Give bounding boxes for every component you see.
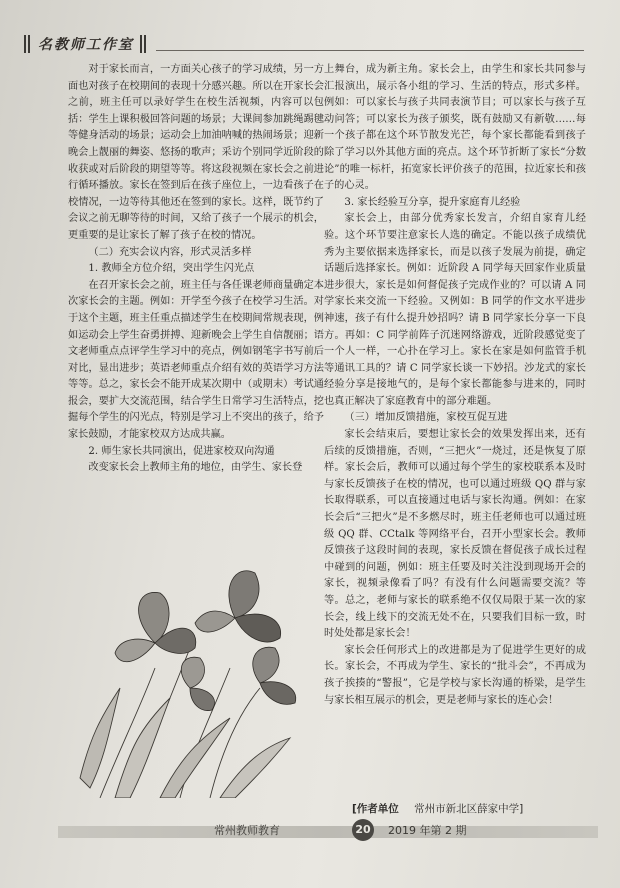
column-title: 名教师工作室 (38, 37, 134, 53)
paragraph: 对于家长而言，一方面关心孩子的学习成绩，另一方面也对孩子在校期间的表现十分感兴趣。所以在开家长会之前，班主任可以录好学生在校生活视频，内容可以包括：学生上课积极回答问题的场景；大课间参加跳绳踢毽等健身活动的场景；运动会上加油呐喊的热闹场景；迎新晚会上靓丽的舞姿、悠扬的歌声；采访个别同学近阶段的收获或对后阶段的期望等等。将这段视频在家长会之前进行循环播放。家长在签到后在孩子座位上，一边看孩子在校情况，一边等待其他还在签到的家长。这样，既节约了会议之前无聊等待的时间，又给了孩子一个展示的机会，更重要的是让家长了解了孩子在校的情况。 (68, 64, 324, 241)
author-value: 常州市新北区薛家中学] (414, 803, 524, 815)
iris-petal (253, 647, 279, 683)
paragraph: 家长会结束后，要想让家长会的效果发挥出来，还有后续的反馈措施，否则，“三把火”一烧过，还是恢复了原样。家长会后，教师可以通过每个学生的家校联系本及时与家长反馈孩子在校的情况，也可以通过班级 QQ 群与家长取得联系，可以直接通过电话与家长沟通。例如：在家长会后“三把火”是不多燃尽时，班主任老师也可以通过班级 QQ 群、CCtalk 等网络平台，召开小型家长会。教师反馈孩子这段时间的表现，家长反馈在督促孩子成长过程中碰到的问题，例如：班主任要及时关注没到现场开会的家长，视频录像看了吗？有没有什么问题需要交流？等等。总之，老师与家长的联系绝不仅仅局限于某一次的家长会，线上线下的交流无处不在，只要我们目标一致，时时处处都是家长会！ (324, 429, 586, 640)
paragraph: 改变家长会上教师主角的地位，由学生、家长登 (88, 462, 303, 474)
page-number: 20 (352, 819, 374, 841)
paragraph: 家长会任何形式上的改进都是为了促进学生更好的成长。家长会，不再成为学生、家长的“批斗会”，不再成为孩子挨揍的“警报”，它是学校与家长沟通的桥梁，是学生与家长相互展示的机会，更是老师与家长的连心会！ (324, 644, 586, 706)
iris-petal (229, 571, 259, 618)
iris-flower-illustration (60, 548, 322, 798)
footer-band (58, 826, 598, 838)
flower-leaf (220, 738, 290, 798)
issue-label: 2019 年第 2 期 (388, 824, 467, 837)
author-affiliation (352, 801, 523, 816)
page-footer (58, 820, 598, 842)
header-bar-icon (24, 35, 26, 53)
iris-petal (260, 682, 296, 705)
subsection-heading: 3. 家长经验互分享，提升家庭育儿经验 (344, 196, 521, 208)
header-bar-icon (28, 35, 30, 53)
paragraph: 家长会上，由部分优秀家长发言，介绍自家育儿经验。这个环节要注意家长人选的确定。不能以孩子成绩优秀为主要依据来选择家长，而是以孩子发展为前提，确定话题后选择家长。例如：近阶段 A 同学每天回家作业质量进步很大，家长是如何督促孩子完成作业的？可以请 A 同学家长来交流一下经验。又例如：B 同学的作文水平进步神速，孩子有什么提升妙招吗？请 B 同学家长分享一下良方。再如：C 同学前阵子沉迷网络游戏，近阶段感觉变了一个人一样，一心扑在学习上。家长在家是如何监管手机等通讯工具的？请 C 同学家长谈一下妙招。沙龙式的家长经验分享是接地气的，是每个家长都能参与进来的，同时也真正解决了家庭教育中的部分难题。 (324, 213, 586, 407)
iris-petal (115, 639, 155, 662)
left-column (68, 62, 324, 477)
right-column (324, 62, 586, 709)
section-heading: （二）充实会议内容，形式灵活多样 (88, 246, 252, 258)
author-label: [作者单位 (352, 803, 399, 815)
iris-petal (181, 657, 204, 688)
flower-leaf (115, 698, 170, 798)
flower-leaf (160, 718, 230, 798)
header-bar-icon (144, 35, 146, 53)
page-header (24, 26, 584, 62)
iris-petal (195, 611, 235, 632)
section-heading: （三）增加反馈措施，家校互促互进 (344, 412, 508, 424)
subsection-heading: 1. 教师全方位介绍，突出学生闪光点 (88, 263, 255, 275)
iris-petal (190, 688, 215, 711)
paragraph: 上舞台，成为新主角。家长会上，由学生和家长共同参与汇报演出，展示各小组的学习、生活的特点，形式多样。例如：可以家长与孩子共同表演节目；可以家长与孩子互动问答；可以家长为孩子颁奖，既有鼓励又有新敬……每一个孩子都在这个环节散发光芒，每个家长都能看到孩子除了学习以外其他方面的亮点。这个环节折断了家长“分数论”的唯一标杆，拓宽家长评价孩子的范围，拉近家长和孩子的心灵。 (324, 64, 586, 192)
publication-name: 常州教师教育 (214, 824, 280, 837)
paragraph: 在召开家长会之前，班主任与各任课老师商量确定本次家长会的主题。例如：开学至今孩子在校学习生活。对于这个主题，班主任重点描述学生在校期间常规表现，例如运动会上学生奋勇拼搏、迎新晚会上学生自信靓丽；语文老师重点点评学生学习中的亮点，例如钢笔字书写前后对比，显出进步；英语老师重点介绍有效的英语学习方法等等。总之，家长会不能开成某次期中（或期末）考试通报会，要扩大交流范围，结合学生日常学习生活特点，挖掘每个学生的闪光点，特别是学习上不突出的孩子，给予家长鼓励，才能家校双方达成共赢。 (68, 279, 324, 441)
header-bar-icon (140, 35, 142, 53)
iris-petal (235, 614, 281, 642)
flower-leaf (80, 688, 120, 788)
subsection-heading: 2. 师生家长共同演出，促进家校双向沟通 (88, 445, 275, 457)
header-rule (156, 38, 584, 51)
